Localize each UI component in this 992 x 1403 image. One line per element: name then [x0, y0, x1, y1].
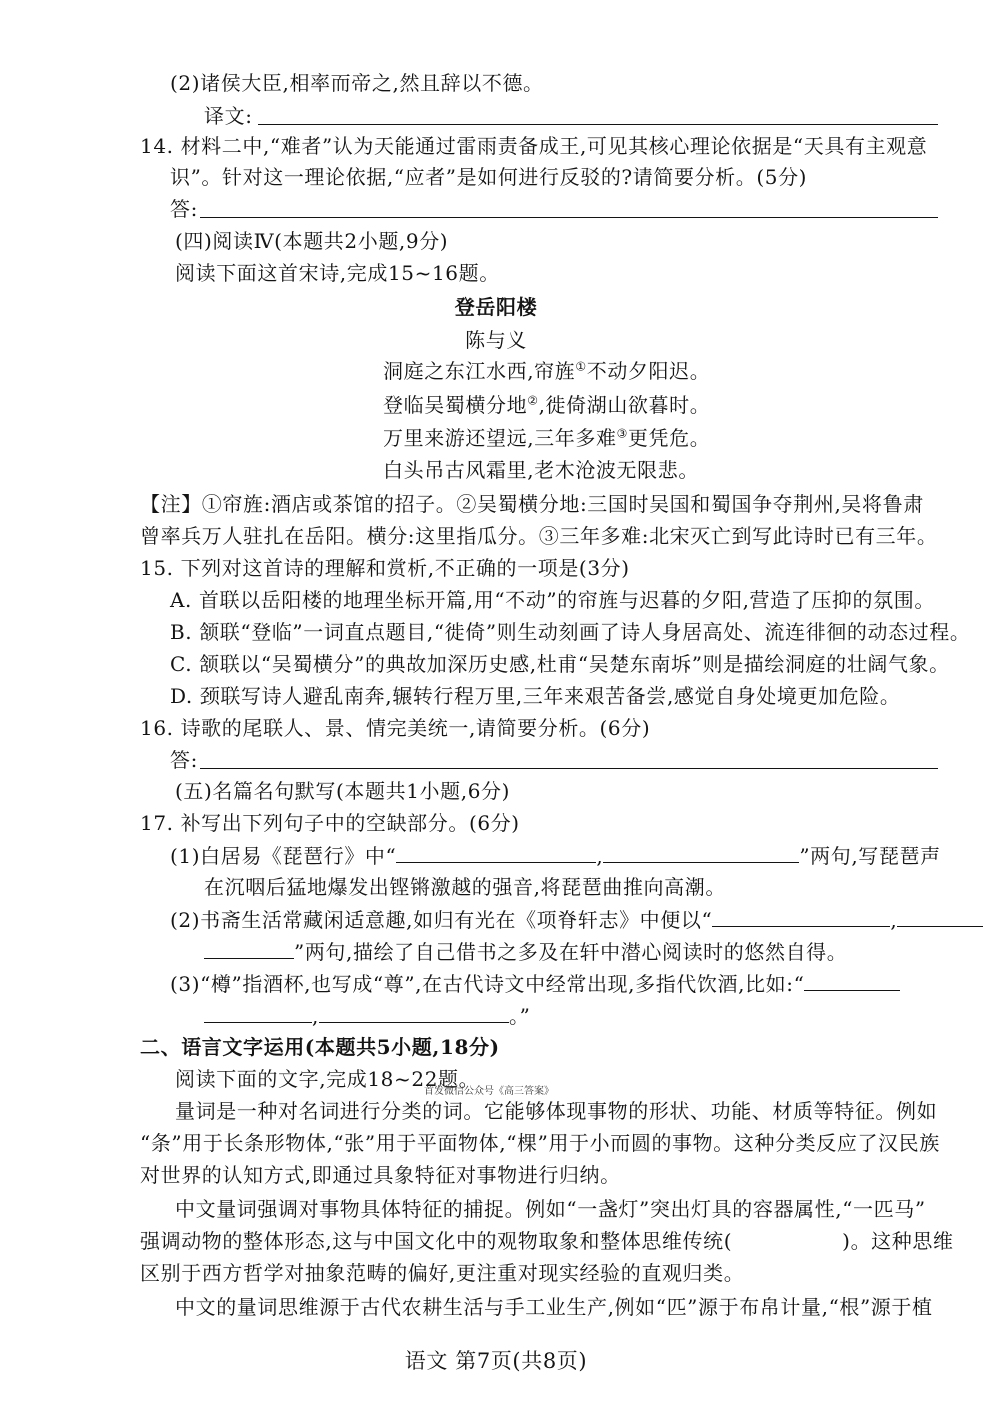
- q14-stem-line-1: 14. 材料二中,“难者”认为天能通过雷雨责备成王,可见其核心理论依据是“天具有主观意: [140, 134, 928, 158]
- q17-item-3-line-2: [204, 1002, 530, 1029]
- section-4-heading: (四)阅读Ⅳ(本题共2小题,9分): [175, 229, 449, 253]
- q17-1-prefix: (1)白居易《琵琶行》中“: [170, 844, 397, 868]
- poem-notes-line-2: 曾率兵万人驻扎在岳阳。横分:这里指瓜分。③三年多难:北宋灭亡到写此诗时已有三年。: [140, 524, 938, 548]
- passage-para-3-line-1: 中文的量词思维源于古代农耕生活与手工业生产,例如“匹”源于布帛计量,“根”源于植: [175, 1295, 933, 1319]
- q17-item-3-line-1: [170, 970, 900, 997]
- q17-item-2-line-1: [170, 906, 983, 933]
- note-marker-3: ③: [616, 426, 628, 441]
- q16-answer-label: 答:: [170, 748, 198, 772]
- poem-line-2: [383, 392, 710, 418]
- passage-para-2-line-2: [140, 1228, 954, 1254]
- poem-line-2-part-a: 登临吴蜀横分地: [383, 393, 528, 417]
- passage-para-1-line-3: 对世界的认知方式,即通过具象特征对事物进行归纳。: [140, 1163, 621, 1187]
- q17-2-suffix: ”两句,描绘了自己借书之多及在轩中潜心阅读时的悠然自得。: [294, 940, 848, 964]
- q17-1-comma: ,: [596, 844, 604, 868]
- poem-line-1-part-b: 不动夕阳迟。: [586, 359, 711, 383]
- q13-item-2: (2)诸侯大臣,相率而帝之,然且辞以不德。: [170, 71, 544, 95]
- part-2-instruction: 阅读下面的文字,完成18~22题。: [175, 1067, 480, 1091]
- poem-line-4: 白头吊古风霜里,老木沧波无限悲。: [383, 458, 699, 482]
- poem-line-2-part-b: ,徙倚湖山欲暮时。: [538, 393, 711, 417]
- q17-3-blank-2[interactable]: [319, 1002, 509, 1023]
- q17-1-blank-1[interactable]: [396, 842, 596, 863]
- q14-answer-label: 答:: [170, 197, 198, 221]
- q17-2-blank-2a[interactable]: [897, 906, 983, 927]
- q17-3-prefix: (3)“樽”指酒杯,也写成“尊”,在古代诗文中经常出现,多指代饮酒,比如:“: [170, 972, 805, 996]
- passage-para-2-line-3: 区别于西方哲学对抽象范畴的偏好,更注重对现实经验的直观归类。: [140, 1261, 745, 1285]
- poem-line-1: [383, 358, 710, 384]
- q15-option-b[interactable]: B. 颔联“登临”一词直点题目,“徙倚”则生动刻画了诗人身居高处、流连徘徊的动态过程。: [170, 620, 971, 644]
- q17-3-comma: ,: [312, 1004, 319, 1028]
- passage-para-1-line-1: 量词是一种对名词进行分类的词。它能够体现事物的形状、功能、材质等特征。例如: [175, 1099, 938, 1123]
- q17-item-2-line-2: [204, 938, 847, 965]
- q17-3-blank-1b[interactable]: [204, 1002, 312, 1023]
- q17-3-blank-1a[interactable]: [804, 970, 900, 991]
- section-4-instruction: 阅读下面这首宋诗,完成15~16题。: [175, 261, 500, 285]
- q17-2-blank-2b[interactable]: [204, 938, 294, 959]
- poem-author: 陈与义: [465, 328, 527, 352]
- q17-3-suffix: 。”: [508, 1004, 531, 1028]
- poem-line-1-part-a: 洞庭之东江水西,帘旌: [383, 359, 576, 383]
- q14-answer-line[interactable]: [200, 217, 938, 218]
- note-marker-2: ②: [527, 393, 539, 408]
- para-2-line-2-before-blank: 强调动物的整体形态,这与中国文化中的观物取象和整体思维传统(: [140, 1229, 733, 1253]
- poem-line-3-part-a: 万里来游还望远,三年多难: [383, 426, 617, 450]
- q17-2-prefix: (2)书斋生活常藏闲适意趣,如归有光在《项脊轩志》中便以“: [170, 908, 713, 932]
- passage-para-2-line-1: 中文量词强调对事物具体特征的捕捉。例如“一盏灯”突出灯具的容器属性,“一匹马”: [175, 1197, 926, 1221]
- passage-para-1-line-2: “条”用于长条形物体,“张”用于平面物体,“棵”用于小而圆的事物。这种分类反应了汉民族: [140, 1131, 940, 1155]
- q15-stem: 15. 下列对这首诗的理解和赏析,不正确的一项是(3分): [140, 556, 630, 580]
- q17-2-comma: ,: [890, 908, 898, 932]
- q13-translation-label: 译文:: [204, 104, 253, 128]
- page-footer: 语文 第7页(共8页): [404, 1349, 588, 1373]
- poem-notes-line-1: 【注】①帘旌:酒店或茶馆的招子。②吴蜀横分地:三国时吴国和蜀国争夺荆州,吴将鲁肃: [140, 492, 924, 516]
- poem-title: 登岳阳楼: [454, 295, 538, 319]
- q15-option-c[interactable]: C. 颔联以“吴蜀横分”的典故加深历史感,杜甫“吴楚东南坼”则是描绘洞庭的壮阔气象。: [170, 652, 950, 676]
- q17-stem: 17. 补写出下列句子中的空缺部分。(6分): [140, 811, 520, 835]
- poem-line-3: [383, 425, 710, 451]
- q13-translation-answer-line[interactable]: [258, 124, 938, 125]
- q17-1-blank-2[interactable]: [603, 842, 799, 863]
- q17-item-1-line-1: [170, 842, 941, 869]
- para-2-line-2-after-blank: )。这种思维: [842, 1229, 954, 1253]
- q17-2-blank-1[interactable]: [712, 906, 890, 927]
- q15-option-a[interactable]: A. 首联以岳阳楼的地理坐标开篇,用“不动”的帘旌与迟暮的夕阳,营造了压抑的氛围。: [170, 588, 935, 612]
- section-5-heading: (五)名篇名句默写(本题共1小题,6分): [175, 779, 511, 803]
- q17-item-1-line-2: 在沉咽后猛地爆发出铿锵激越的强音,将琵琶曲推向高潮。: [204, 875, 726, 899]
- q15-option-d[interactable]: D. 颈联写诗人避乱南奔,辗转行程万里,三年来艰苦备尝,感觉自身处境更加危险。: [170, 684, 901, 708]
- watermark: 首发微信公众号《高三答案》: [424, 1086, 554, 1097]
- q14-stem-line-2: 识”。针对这一理论依据,“应者”是如何进行反驳的?请简要分析。(5分): [170, 165, 808, 189]
- poem-line-3-part-b: 更凭危。: [627, 426, 711, 450]
- q16-stem: 16. 诗歌的尾联人、景、情完美统一,请简要分析。(6分): [140, 716, 651, 740]
- q16-answer-line[interactable]: [200, 768, 938, 769]
- note-marker-1: ①: [575, 359, 587, 374]
- q17-1-suffix: ”两句,写琵琶声: [799, 844, 941, 868]
- part-2-heading: 二、语言文字运用(本题共5小题,18分): [140, 1035, 500, 1059]
